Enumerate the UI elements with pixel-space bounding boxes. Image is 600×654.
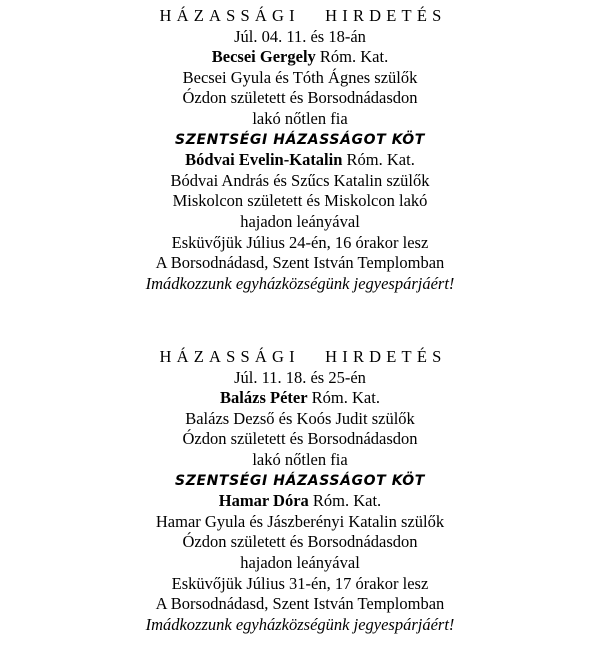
bride-line <box>0 491 600 512</box>
groom-status: lakó nőtlen fia <box>252 449 348 469</box>
wedding-venue: A Borsodnádasd, Szent István Templomban <box>155 594 445 614</box>
ceremony-heading: SZENTSÉGI HÁZASSÁGOT KÖT <box>175 131 425 148</box>
ceremony-heading: SZENTSÉGI HÁZASSÁGOT KÖT <box>175 472 425 489</box>
groom-line <box>0 47 600 68</box>
bride-line <box>0 150 600 171</box>
bride-origin: Ózdon született és Borsodnádasdon <box>182 532 418 552</box>
bride-status: hajadon leányával <box>240 211 360 231</box>
bride-name: Hamar Dóra <box>218 491 309 511</box>
marriage-announcement-1 <box>0 6 600 294</box>
bride-status: hajadon leányával <box>240 552 360 572</box>
bride-religion: Róm. Kat. <box>342 150 415 170</box>
groom-parents: Balázs Dezső és Koós Judit szülők <box>185 408 415 428</box>
announcement-dates: Júl. 11. 18. és 25-én <box>234 367 366 387</box>
groom-status: lakó nőtlen fia <box>252 108 348 128</box>
bride-name: Bódvai Evelin-Katalin <box>185 150 343 170</box>
announcement-title: HÁZASSÁGI HIRDETÉS <box>159 6 447 25</box>
wedding-time: Esküvőjük Július 31-én, 17 órakor lesz <box>171 573 429 593</box>
groom-origin: Ózdon született és Borsodnádasdon <box>182 429 418 449</box>
groom-religion: Róm. Kat. <box>315 47 389 67</box>
groom-parents: Becsei Gyula és Tóth Ágnes szülők <box>182 67 418 87</box>
groom-religion: Róm. Kat. <box>307 388 380 408</box>
groom-name: Balázs Péter <box>220 388 308 408</box>
announcement-title: HÁZASSÁGI HIRDETÉS <box>159 347 447 366</box>
bride-parents: Bódvai András és Szűcs Katalin szülők <box>170 170 430 190</box>
bride-origin: Miskolcon született és Miskolcon lakó <box>172 191 428 211</box>
closing-prayer: Imádkozzunk egyházközségünk jegyespárjáért! <box>145 614 455 634</box>
wedding-venue: A Borsodnádasd, Szent István Templomban <box>155 253 445 273</box>
groom-name: Becsei Gergely <box>211 47 316 67</box>
groom-line <box>0 388 600 409</box>
bride-religion: Róm. Kat. <box>308 491 382 511</box>
marriage-announcement-2 <box>0 347 600 635</box>
bride-parents: Hamar Gyula és Jászberényi Katalin szülők <box>155 511 445 531</box>
wedding-time: Esküvőjük Július 24-én, 16 órakor lesz <box>171 232 429 252</box>
groom-origin: Ózdon született és Borsodnádasdon <box>182 88 418 108</box>
announcement-dates: Júl. 04. 11. és 18-án <box>234 26 366 46</box>
closing-prayer: Imádkozzunk egyházközségünk jegyespárjáért! <box>145 273 455 293</box>
